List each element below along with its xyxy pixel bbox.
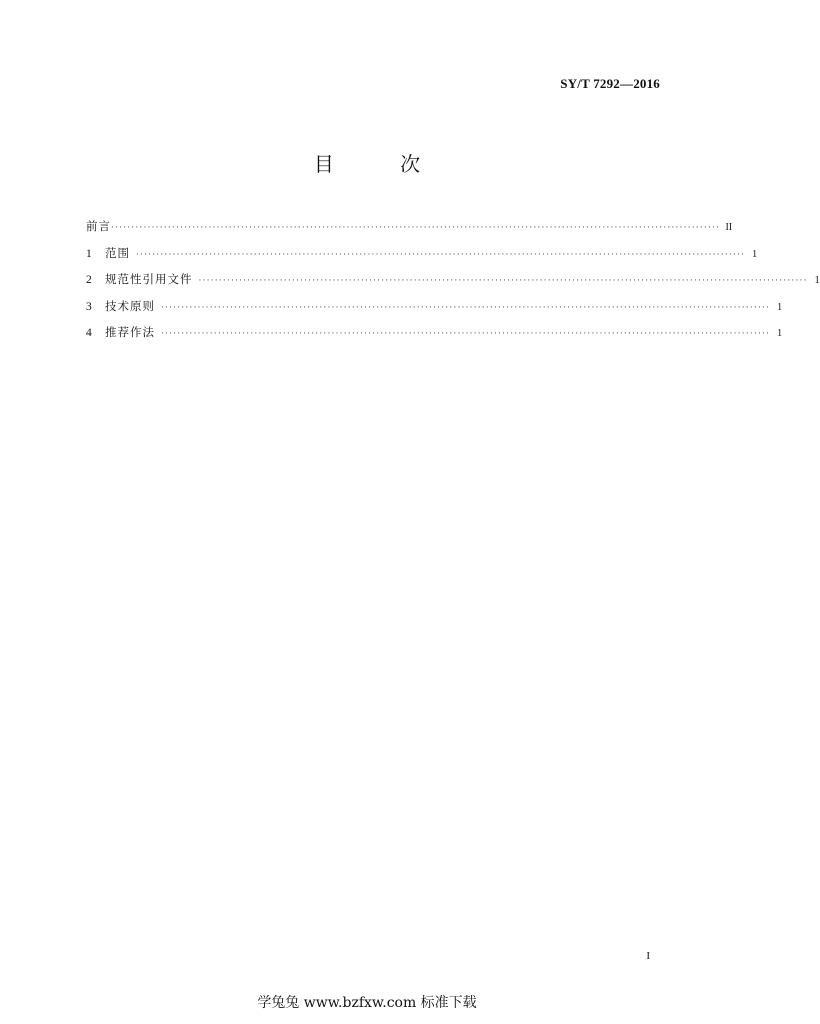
toc-entry-page: 1 xyxy=(814,275,820,286)
toc-entry-label: 技术原则 xyxy=(105,298,155,313)
toc-entry-label: 规范性引用文件 xyxy=(105,272,193,286)
toc-leader-dots: ······················································································································································ xyxy=(111,223,721,233)
page-number: I xyxy=(646,950,650,962)
toc-entry-number: 1 xyxy=(86,247,92,260)
toc-entry-page: 1 xyxy=(752,248,758,260)
toc-entry-page: II xyxy=(725,222,733,233)
toc-entry-number: 3 xyxy=(86,300,92,313)
toc-entry-label: 推荐作法 xyxy=(105,325,155,339)
toc-entry-scope[interactable] xyxy=(86,245,758,272)
toc-entry-preface[interactable] xyxy=(86,218,733,245)
toc-entry-number: 2 xyxy=(86,274,92,286)
toc-entry-recommended-practices[interactable] xyxy=(86,324,783,351)
toc-entry-label: 前言 xyxy=(86,219,111,233)
document-code: SY/T 7292—2016 xyxy=(560,76,660,91)
toc-entry-page: 1 xyxy=(777,301,783,313)
toc-entry-label: 范围 xyxy=(105,245,130,260)
footer-watermark: 学兔兔 www.bzfxw.com 标准下载 xyxy=(257,995,477,1011)
toc-leader-dots: ······················································································································································ xyxy=(136,249,746,260)
toc-leader-dots: ······················································································································································ xyxy=(198,276,808,286)
toc-leader-dots: ······················································································································································ xyxy=(161,329,771,339)
toc-entry-page: 1 xyxy=(777,328,783,339)
toc-leader-dots: ······················································································································································ xyxy=(161,302,771,313)
toc-entry-number: 4 xyxy=(86,327,92,339)
table-of-contents xyxy=(86,218,820,351)
page-title: 目 次 xyxy=(313,152,451,176)
toc-entry-technical-principles[interactable] xyxy=(86,298,783,325)
toc-entry-normative-references[interactable] xyxy=(86,271,820,298)
